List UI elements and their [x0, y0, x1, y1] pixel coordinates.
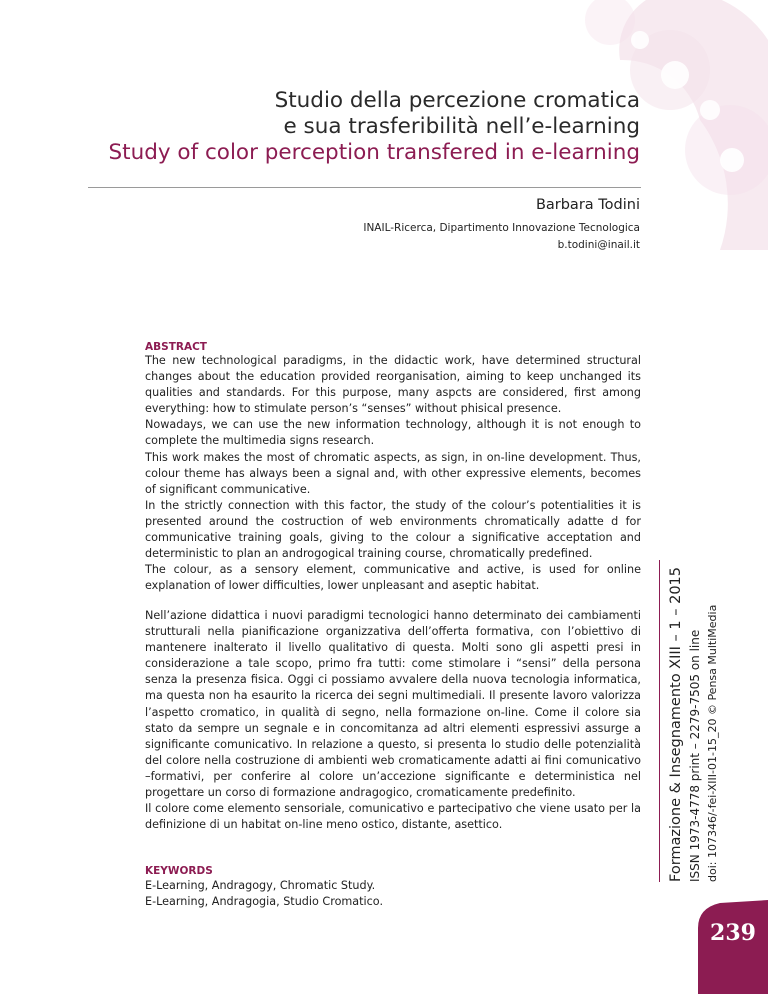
abstract-paragraph: Nowadays, we can use the new information technology, although it is not enough to complete the multimedia signs research. — [145, 418, 641, 448]
abstract-heading: ABSTRACT — [145, 341, 207, 353]
sidebar-doi: doi: 107346/-fei-XIII-01-15_20 © Pensa MultiMedia — [706, 604, 719, 882]
keywords-list — [145, 878, 383, 910]
title-italian-line1: Studio della percezione cromatica — [274, 88, 640, 113]
abstract-italian — [145, 608, 641, 833]
sidebar-issn: ISSN 1973-4778 print – 2279-7505 on line — [688, 629, 702, 882]
title-block — [109, 88, 640, 166]
page-number: 239 — [710, 920, 756, 946]
abstract-paragraph: The colour, as a sensory element, communicative and active, is used for online explanation of lower difficulties, lower unpleasant and aseptic habitat. — [145, 563, 641, 593]
abstract-paragraph: The new technological paradigms, in the didactic work, have determined structural changes about the education provided reorganisation, aiming to keep unchanged its qualities and standards. For this purpose, many aspcts are considered, first among everything: how to stimulate person’s “senses” without phisical presence. — [145, 354, 641, 416]
sidebar-divider — [659, 560, 660, 882]
italian-paragraph: Nell’azione didattica i nuovi paradigmi tecnologici hanno determinato dei cambiamenti strutturali nella pianificazione organizzativa dell’offerta formativa, con l’obiettivo di mantenere inalterato il livello qualitativo di questa. Molti sono gli aspetti presi in considerazione a tale scopo, primo fra tutti: come stimolare i “sensi” della persona senza la presenza fisica. Oggi ci possiamo avvalere della nuova tecnologia informatica, ma questa non ha esaurito la ricerca dei segni multimediali. Il presente lavoro valorizza l’aspetto cromatico, in qualità di segno, nella formazione on-line. Come il colore sia stato da sempre un segnale e in concomitanza ad altri elementi espressivi assurge a significante comunicativo. In relazione a questo, si presenta lo studio delle potenzialità del colore nella costruzione di ambienti web cromaticamente adatti ai fini comunicativo –formativi, per conferire al colore un’accezione significante e deterministica nel progettare un corso di formazione andragogico, cromaticamente predefinito. — [145, 609, 641, 800]
keywords-english: E-Learning, Andragogy, Chromatic Study. — [145, 879, 376, 892]
title-italian-line2: e sua trasferibilità nell’e-learning — [283, 114, 640, 139]
abstract-paragraph: This work makes the most of chromatic aspects, as sign, in on-line development. Thus, colour theme has always been a signal and, with other expressive elements, becomes of significant communicative. — [145, 450, 641, 496]
page-number-tab — [698, 900, 768, 994]
keywords-italian: E-Learning, Andragogia, Studio Cromatico. — [145, 895, 384, 908]
keywords-heading: KEYWORDS — [145, 865, 213, 877]
title-divider — [88, 187, 641, 188]
abstract-paragraph: In the strictly connection with this factor, the study of the colour’s potentialities it is presented around the costruction of web environments chromatically adatte d for communicative training goals, giving to the colour a significative acceptation and deterministic to plan an androgogical training course, chromatically predefined. — [145, 498, 641, 561]
title-english: Study of color perception transfered in e-learning — [108, 140, 640, 165]
abstract-english — [145, 353, 641, 594]
author-email: b.todini@inail.it — [557, 239, 640, 251]
author-name: Barbara Todini — [535, 197, 640, 213]
author-affiliation: INAIL-Ricerca, Dipartimento Innovazione Tecnologica — [363, 222, 640, 234]
italian-paragraph: Il colore come elemento sensoriale, comunicativo e partecipativo che viene usato per la definizione di un habitat on-line meno ostico, distante, asettico. — [145, 802, 641, 832]
sidebar-journal: Formazione & Insegnamento XIII – 1 – 2015 — [668, 566, 684, 882]
